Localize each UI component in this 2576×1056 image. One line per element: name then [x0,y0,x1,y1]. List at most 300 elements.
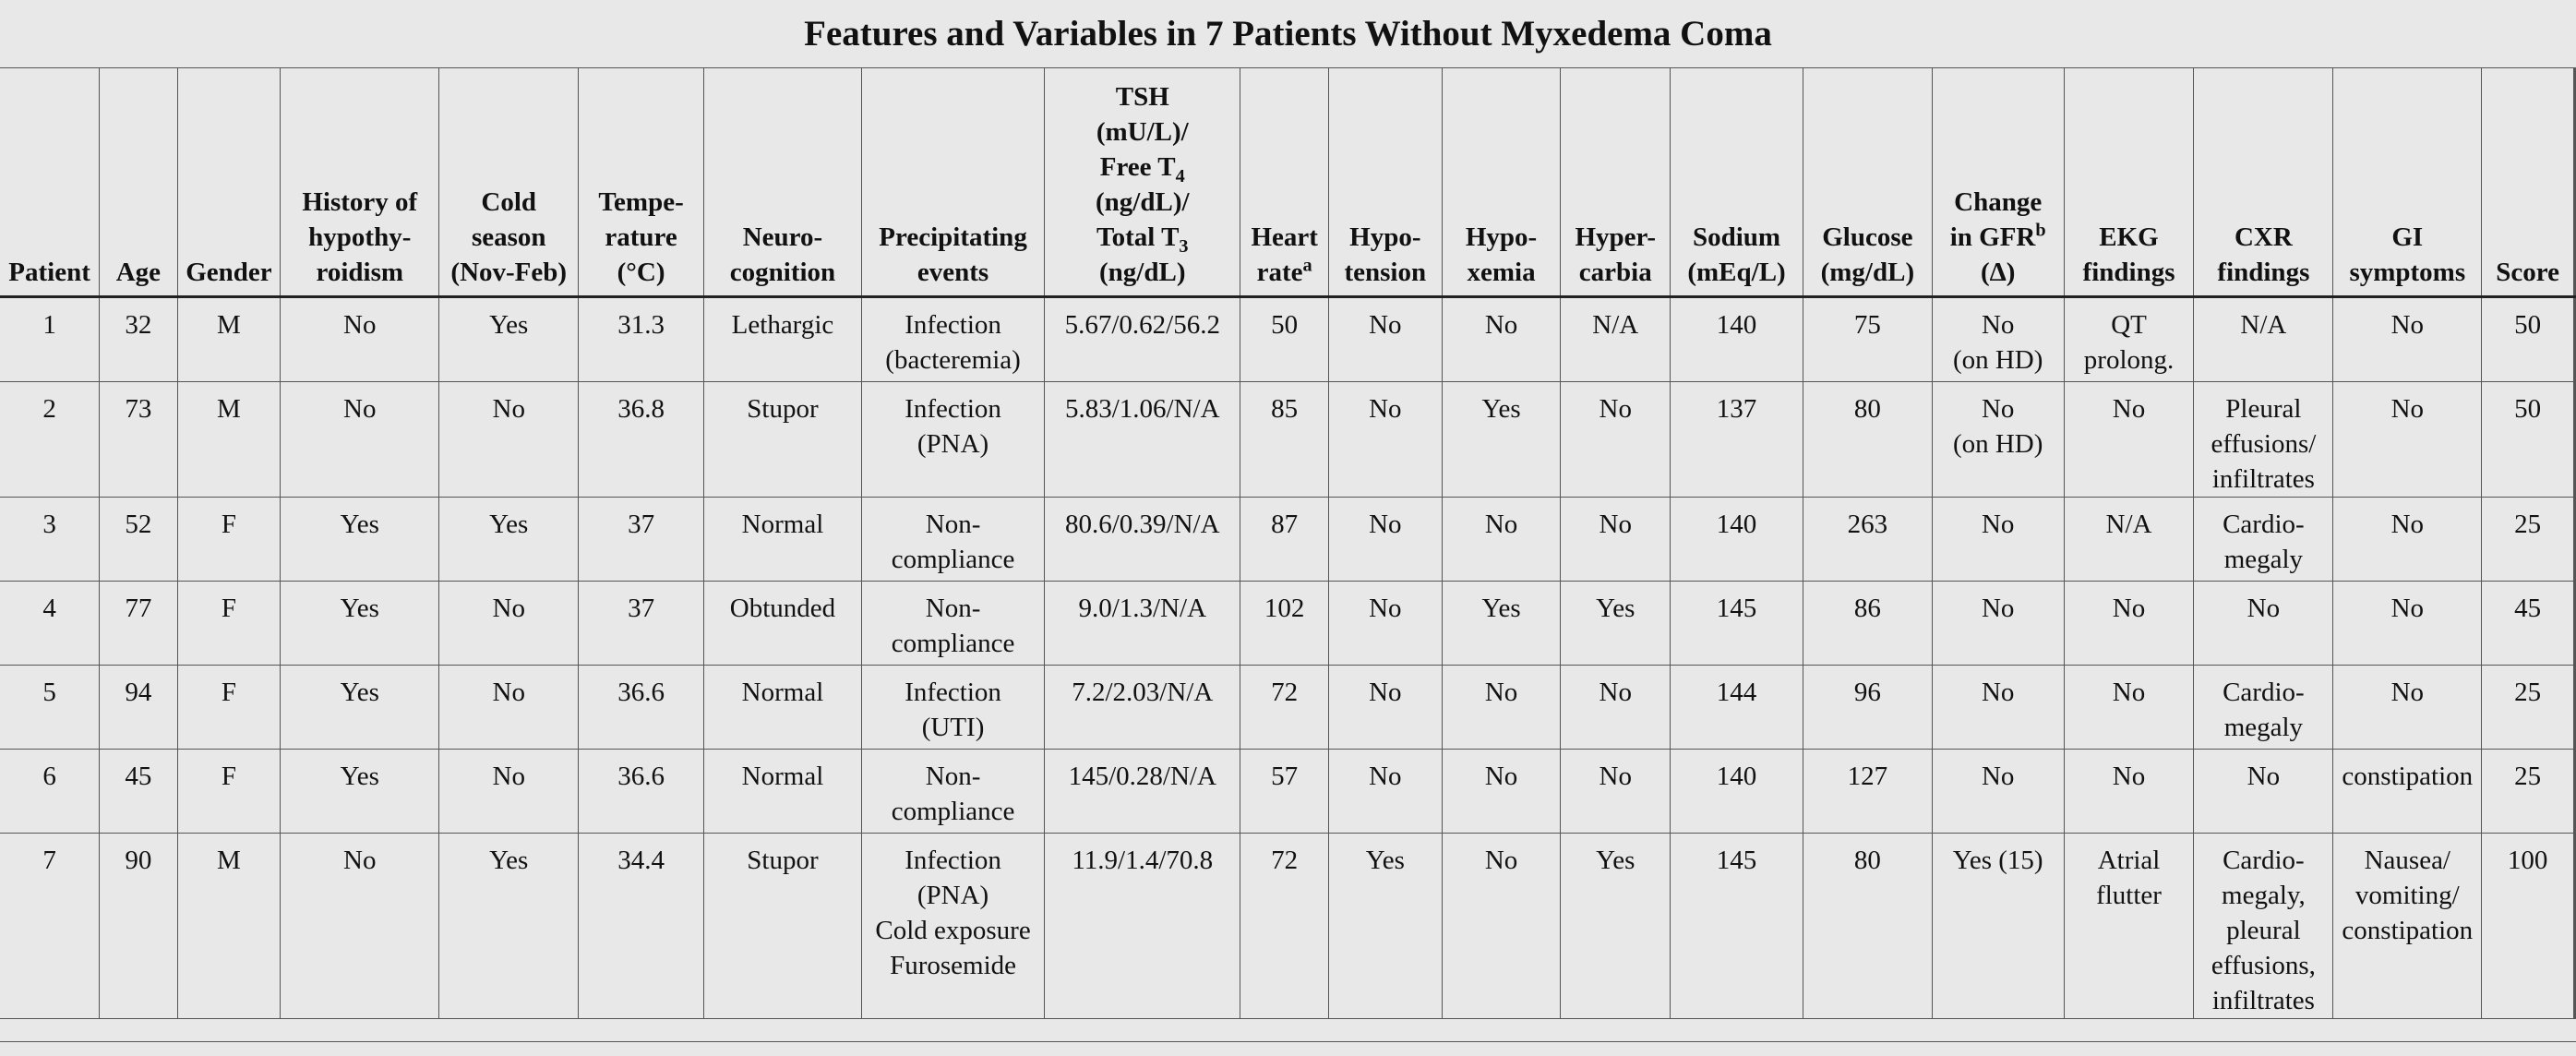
cell-line: 127 [1847,762,1888,791]
column-header-line: season [471,222,546,252]
column-header-10 [1328,68,1442,297]
cell-line: M [217,310,241,340]
table-cell [2064,666,2194,750]
cell-line: No [492,762,525,791]
column-header-line: (ng/dL)/ [1096,187,1190,217]
table-cell [281,750,439,834]
cell-line: flutter [2096,881,2162,910]
cell-line: No [1369,594,1402,623]
table-row [0,498,2575,582]
table-cell [2194,834,2333,1019]
table-cell [579,666,704,750]
cell-line: Normal [741,510,824,539]
cell-line: (PNA) [917,881,989,910]
cell-line: 6 [42,762,56,791]
table-cell [1240,297,1329,382]
cell-line: No [2390,510,2425,539]
column-header-line: xemia [1467,258,1536,287]
table-cell [1932,297,2064,382]
table-cell [0,666,100,750]
cell-line: constipation [2342,916,2474,945]
column-header-3 [281,68,439,297]
cell-line: 50 [1271,310,1299,340]
table-row [0,382,2575,498]
cell-line: No [2390,594,2425,623]
cell-line: (on HD) [1952,429,2043,459]
column-header-line: Patient [8,258,90,287]
table-cell [2064,834,2194,1019]
table-cell [579,498,704,582]
cell-line: Infection [905,394,1001,424]
cell-line: 4 [42,594,56,623]
table-row [0,666,2575,750]
table-cell [1561,297,1671,382]
table-cell [281,297,439,382]
table-cell [2064,297,2194,382]
table-cell [2064,382,2194,498]
cell-line: megaly [2223,713,2304,742]
table-cell [1932,582,2064,666]
cell-line: No [492,394,525,424]
table-cell [177,750,281,834]
table-cell [281,834,439,1019]
cell-line: 72 [1271,678,1299,707]
cell-line: 75 [1853,310,1881,340]
column-header-line: findings [2082,258,2175,287]
table-cell [100,666,177,750]
column-header-line: Tempe- [598,187,684,217]
column-header-line: TSH [1115,82,1169,112]
cell-line: infiltrates [2211,986,2315,1015]
cell-line: 45 [125,762,152,791]
table-cell [579,297,704,382]
cell-line: 3 [42,510,56,539]
cell-line: 145 [1716,846,1757,875]
cell-line: compliance [891,629,1015,658]
column-header-line: EKG [2099,222,2159,252]
cell-line: effusions, [2211,951,2316,980]
table-cell [1442,834,1561,1019]
cell-line: 25 [2514,510,2542,539]
table-cell [1803,834,1932,1019]
table-cell [1328,297,1442,382]
cell-line: Yes [340,594,379,623]
cell-line: N/A [1592,310,1639,340]
cell-line: No [1981,510,2015,539]
table-cell [1671,297,1803,382]
cell-line: compliance [891,797,1015,826]
cell-line: Yes [1596,846,1635,875]
table-cell [281,666,439,750]
column-header-line: events [917,258,989,287]
column-header-line: (Nov-Feb) [450,258,568,287]
cell-line: F [221,678,236,707]
cell-line: F [221,594,236,623]
table-cell [0,382,100,498]
table-cell [579,750,704,834]
column-header-line: Sodium [1692,222,1781,252]
table-cell [1932,834,2064,1019]
cell-line: Yes [1481,394,1521,424]
cell-line: constipation [2342,762,2474,791]
cell-line: Yes [1481,594,1521,623]
cell-line: Lethargic [731,310,834,340]
table-cell [2333,297,2482,382]
table-cell [281,582,439,666]
cell-line: Yes [1596,594,1635,623]
table-cell [1240,666,1329,750]
cell-line: (PNA) [917,429,989,459]
cell-line: infiltrates [2211,464,2315,494]
table-cell [2482,382,2575,498]
cell-line: Obtunded [729,594,836,623]
table-cell [2482,750,2575,834]
cell-line: Atrial [2097,846,2161,875]
cell-line: Cold exposure [875,916,1031,945]
table-cell [439,297,579,382]
cell-line: No [1484,510,1518,539]
cell-line: No [1369,310,1402,340]
table-row [0,582,2575,666]
table-cell [281,382,439,498]
table-cell [2482,834,2575,1019]
table-footnote-strip [0,1041,2576,1056]
table-cell [1671,750,1803,834]
table-cell [1561,498,1671,582]
table-cell [2194,498,2333,582]
table-cell [439,834,579,1019]
table-cell [703,834,861,1019]
table-cell [177,498,281,582]
cell-line: 9.0/1.3/N/A [1078,594,1207,623]
cell-line: 137 [1716,394,1757,424]
cell-line: No [1484,310,1518,340]
column-header-line: (mU/L)/ [1096,117,1189,147]
cell-line: Yes [340,510,379,539]
table-cell [1932,750,2064,834]
column-header-line: rate$^a$ [1256,255,1312,287]
cell-line: 80 [1853,846,1881,875]
table-cell [1045,834,1240,1019]
table-cell [703,297,861,382]
cell-line: 57 [1271,762,1299,791]
table-cell [1803,382,1932,498]
cell-line: 2 [42,394,56,424]
cell-line: No [1484,762,1518,791]
cell-line: Yes [340,678,379,707]
table-cell [1328,666,1442,750]
table-cell [703,582,861,666]
cell-line: 45 [2514,594,2542,623]
cell-line: No [1981,762,2015,791]
cell-line: No [343,310,377,340]
cell-line: 94 [125,678,152,707]
column-header-line: (mEq/L) [1687,258,1786,287]
cell-line: No [2112,762,2146,791]
cell-line: Yes (15) [1952,846,2043,875]
cell-line: compliance [891,545,1015,574]
table-cell [1240,834,1329,1019]
patients-table [0,67,2576,1019]
table-cell [1803,498,1932,582]
table-cell [1442,297,1561,382]
cell-line: Infection [905,310,1001,340]
table-row [0,297,2575,382]
cell-line: 5 [42,678,56,707]
cell-line: No [1369,510,1402,539]
column-header-line: Heart [1251,222,1318,252]
column-header-7 [861,68,1044,297]
cell-line: 140 [1716,762,1757,791]
cell-line: 36.6 [617,762,665,791]
cell-line: 80.6/0.39/N/A [1064,510,1220,539]
column-header-15 [1932,68,2064,297]
column-header-line: hypothy- [308,222,412,252]
table-cell [2482,582,2575,666]
table-cell [1240,582,1329,666]
cell-line: 140 [1716,510,1757,539]
column-header-19 [2482,68,2575,297]
table-cell [1045,666,1240,750]
cell-line: M [217,846,241,875]
cell-line: No [1599,394,1632,424]
column-header-line: tension [1344,258,1427,287]
header-row [0,68,2575,297]
cell-line: No [1981,394,2015,424]
table-cell [1442,750,1561,834]
cell-line: No [1981,594,2015,623]
cell-line: effusions/ [2211,429,2317,459]
cell-line: Yes [340,762,379,791]
cell-line: megaly, [2222,881,2306,910]
cell-line: Normal [741,762,824,791]
cell-line: 1 [42,310,56,340]
cell-line: No [2390,678,2425,707]
cell-line: 50 [2514,394,2542,424]
column-header-line: in GFR$^b$ [1949,220,2046,252]
column-header-16 [2064,68,2194,297]
table-cell [2064,498,2194,582]
table-cell [579,834,704,1019]
table-cell [2333,666,2482,750]
cell-line: 73 [125,394,152,424]
table-row [0,750,2575,834]
table-cell [1932,382,2064,498]
column-header-line: Score [2496,258,2559,287]
table-title: Features and Variables in 7 Patients Without Myxedema Coma [804,14,1772,54]
cell-line: 11.9/1.4/70.8 [1072,846,1214,875]
cell-line: 36.6 [617,678,665,707]
cell-line: 80 [1853,394,1881,424]
column-header-18 [2333,68,2482,297]
table-cell [703,750,861,834]
table-cell [2333,498,2482,582]
cell-line: Non- [925,762,981,791]
cell-line: No [1369,678,1402,707]
cell-line: No [1981,678,2015,707]
table-cell [100,498,177,582]
table-cell [100,297,177,382]
table-cell [861,582,1044,666]
cell-line: 5.67/0.62/56.2 [1064,310,1220,340]
column-header-17 [2194,68,2333,297]
table-cell [2194,582,2333,666]
table-cell [579,382,704,498]
cell-line: 102 [1264,594,1305,623]
cell-line: 37 [628,510,655,539]
table-cell [703,498,861,582]
cell-line: (on HD) [1952,345,2043,375]
table-cell [1561,582,1671,666]
table-cell [1240,750,1329,834]
table-cell [2482,498,2575,582]
column-header-line: symptoms [2349,258,2466,287]
column-header-line: (mg/dL) [1820,258,1915,287]
cell-line: 86 [1853,594,1881,623]
table-cell [439,382,579,498]
table-cell [1328,498,1442,582]
table-cell [1561,750,1671,834]
table-cell [1045,750,1240,834]
column-header-5 [579,68,704,297]
cell-line: pleural [2226,916,2301,945]
table-cell [177,834,281,1019]
cell-line: No [492,594,525,623]
column-header-2 [177,68,281,297]
column-header-line: roidism [316,258,404,287]
column-header-4 [439,68,579,297]
cell-line: No [1484,678,1518,707]
cell-line: F [221,510,236,539]
cell-line: 144 [1716,678,1757,707]
column-header-line: Hypo- [1349,222,1421,252]
table-cell [1328,750,1442,834]
cell-line: 25 [2514,678,2542,707]
cell-line: No [2247,594,2281,623]
column-header-line: (°C) [617,258,665,287]
table-cell [703,382,861,498]
table-cell [1045,498,1240,582]
table-cell [2064,582,2194,666]
cell-line: prolong. [2083,345,2175,375]
cell-line: Infection [905,678,1001,707]
table-cell [0,498,100,582]
cell-line: Cardio- [2223,678,2305,707]
column-header-13 [1671,68,1803,297]
table-cell [439,582,579,666]
cell-line: 140 [1716,310,1757,340]
column-header-line: Neuro- [742,222,823,252]
column-header-line: Cold [481,187,537,217]
table-cell [1803,666,1932,750]
column-header-line: Hyper- [1575,222,1657,252]
column-header-line: Change [1954,187,2043,217]
cell-line: No [343,394,377,424]
table-cell [177,666,281,750]
column-header-12 [1561,68,1671,297]
cell-line: 52 [125,510,152,539]
cell-line: vomiting/ [2354,881,2460,910]
cell-line: 7.2/2.03/N/A [1072,678,1214,707]
cell-line: No [1599,510,1632,539]
column-header-line: Hypo- [1465,222,1538,252]
table-cell [2194,750,2333,834]
cell-line: 90 [125,846,152,875]
cell-line: No [343,846,377,875]
table-cell [1240,498,1329,582]
table-cell [0,750,100,834]
column-header-line: Precipitating [879,222,1027,252]
table-cell [177,382,281,498]
table-cell [2194,382,2333,498]
cell-line: 85 [1271,394,1299,424]
table-cell [1442,382,1561,498]
table-cell [1442,498,1561,582]
table-row [0,834,2575,1019]
table-cell [0,834,100,1019]
column-header-line: Gender [186,258,272,287]
column-header-line: Free $T_4$ [1099,152,1185,186]
table-cell [1803,297,1932,382]
table-cell [2333,382,2482,498]
table-cell [439,498,579,582]
column-header-line: cognition [729,258,836,287]
column-header-line: CXR [2234,222,2293,252]
table-cell [100,582,177,666]
table-cell [2482,297,2575,382]
table-cell [2482,666,2575,750]
cell-line: No [1599,678,1632,707]
table-cell [177,297,281,382]
table-cell [861,382,1044,498]
cell-line: F [221,762,236,791]
cell-line: No [2112,594,2146,623]
column-header-line: (ng/dL) [1099,258,1186,287]
table-cell [1561,666,1671,750]
cell-line: Cardio- [2223,846,2305,875]
cell-line: 96 [1853,678,1881,707]
table-cell [2333,834,2482,1019]
table-cell [861,498,1044,582]
cell-line: 100 [2507,846,2548,875]
column-header-1 [100,68,177,297]
table-cell [1045,582,1240,666]
table-cell [1240,382,1329,498]
cell-line: 7 [42,846,56,875]
table-cell [861,297,1044,382]
cell-line: No [1981,310,2015,340]
table-cell [2194,297,2333,382]
table-cell [1803,582,1932,666]
cell-line: No [1599,762,1632,791]
table-cell [1932,498,2064,582]
cell-line: 31.3 [617,310,665,340]
table-cell [1932,666,2064,750]
cell-line: Yes [489,846,529,875]
cell-line: Nausea/ [2364,846,2450,875]
cell-line: No [1369,394,1402,424]
cell-line: Cardio- [2223,510,2305,539]
column-header-8 [1045,68,1240,297]
table-cell [703,666,861,750]
cell-line: Yes [1365,846,1405,875]
cell-line: QT [2111,310,2147,340]
table-cell [0,582,100,666]
cell-line: 50 [2514,310,2542,340]
table-cell [439,750,579,834]
table-cell [2064,750,2194,834]
cell-line: No [1369,762,1402,791]
